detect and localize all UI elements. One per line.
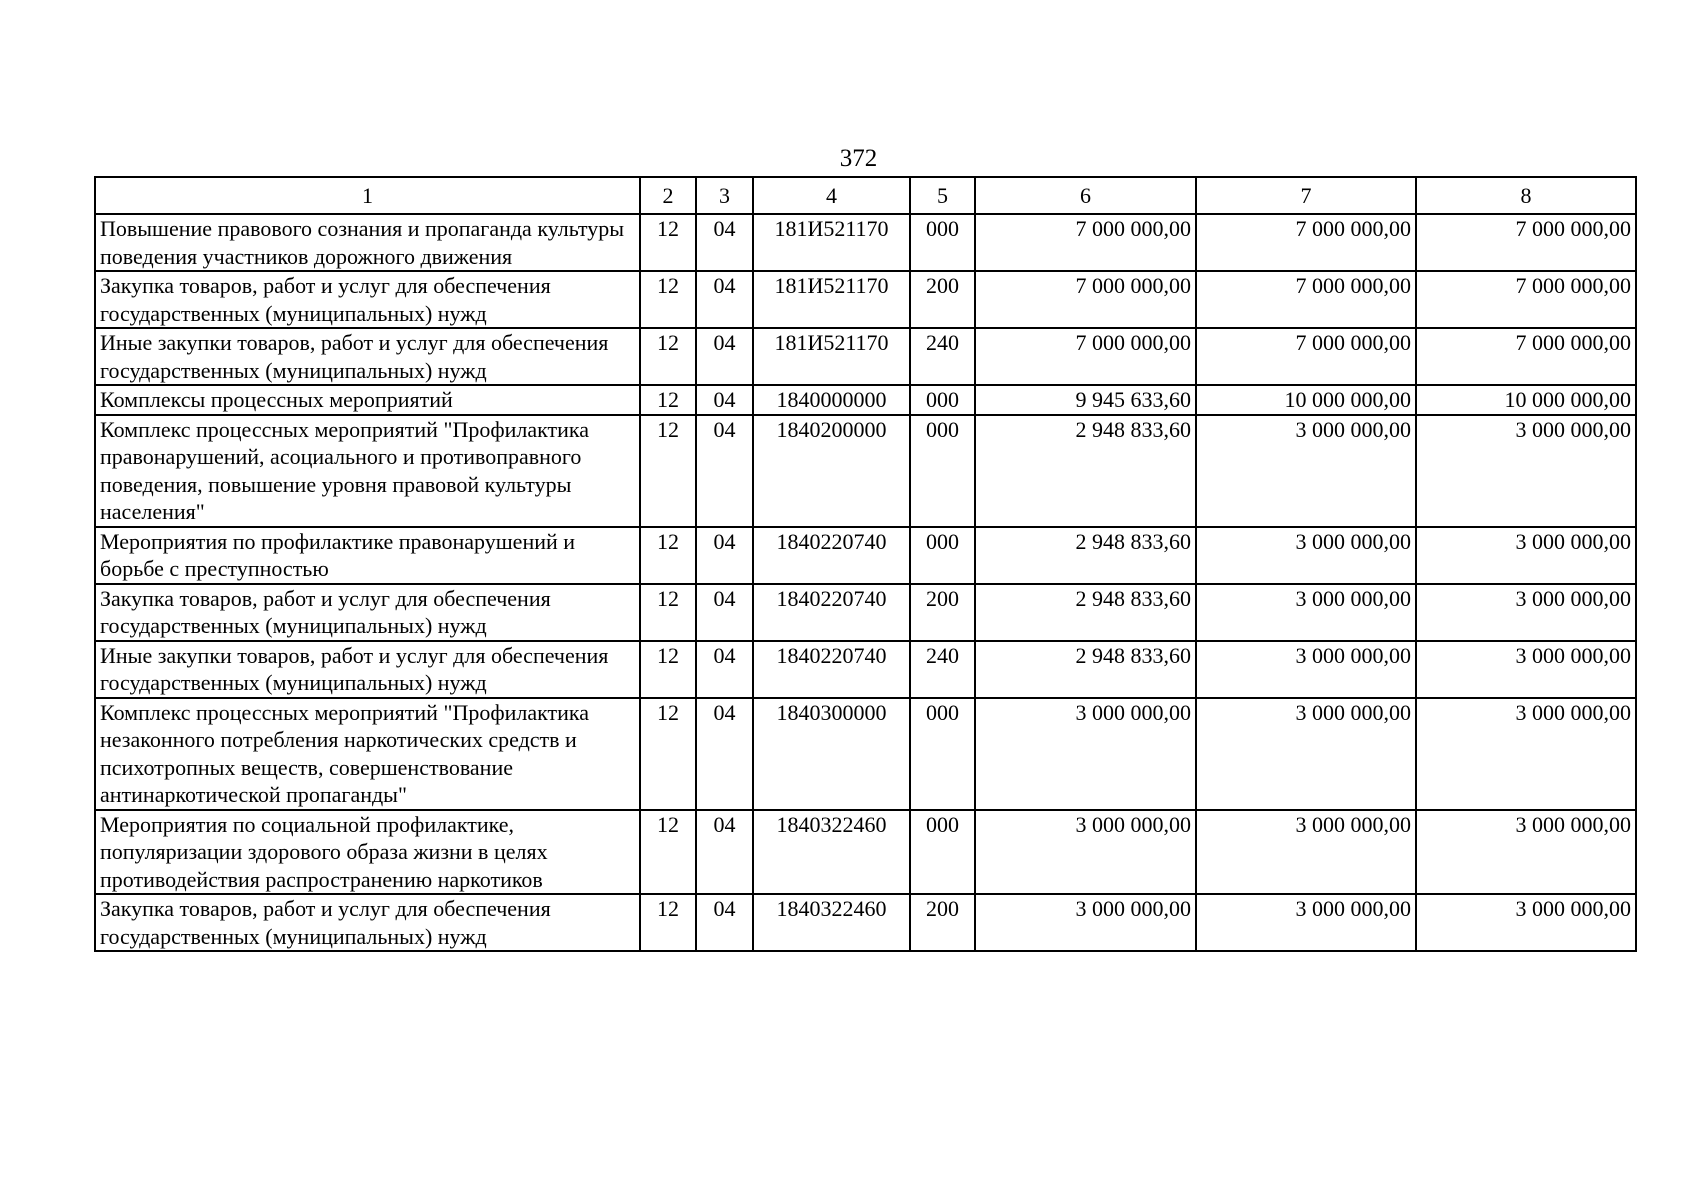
row-name: Иные закупки товаров, работ и услуг для обеспечения государственных (муниципальных) нужд xyxy=(95,328,640,385)
row-amount-col8: 3 000 000,00 xyxy=(1416,415,1636,527)
row-target-article: 1840220740 xyxy=(753,641,910,698)
row-amount-col7: 7 000 000,00 xyxy=(1196,271,1416,328)
table-row xyxy=(95,214,1636,271)
row-name: Закупка товаров, работ и услуг для обеспечения государственных (муниципальных) нужд xyxy=(95,271,640,328)
row-amount-col6: 7 000 000,00 xyxy=(975,328,1196,385)
row-subsection: 04 xyxy=(696,385,753,415)
row-amount-col6: 2 948 833,60 xyxy=(975,415,1196,527)
row-subsection: 04 xyxy=(696,698,753,810)
row-name: Комплексы процессных мероприятий xyxy=(95,385,640,415)
row-target-article: 1840220740 xyxy=(753,527,910,584)
row-name: Мероприятия по профилактике правонарушений и борьбе с преступностью xyxy=(95,527,640,584)
table-row xyxy=(95,527,1636,584)
row-amount-col7: 7 000 000,00 xyxy=(1196,214,1416,271)
row-amount-col8: 3 000 000,00 xyxy=(1416,894,1636,951)
row-expense-type: 000 xyxy=(910,415,975,527)
row-expense-type: 000 xyxy=(910,698,975,810)
row-section: 12 xyxy=(640,271,696,328)
row-amount-col8: 3 000 000,00 xyxy=(1416,584,1636,641)
row-amount-col6: 7 000 000,00 xyxy=(975,271,1196,328)
header-col-6: 6 xyxy=(975,177,1196,214)
row-amount-col6: 3 000 000,00 xyxy=(975,894,1196,951)
row-section: 12 xyxy=(640,214,696,271)
row-amount-col7: 7 000 000,00 xyxy=(1196,328,1416,385)
page-number: 372 xyxy=(839,145,878,172)
row-subsection: 04 xyxy=(696,271,753,328)
row-amount-col7: 3 000 000,00 xyxy=(1196,527,1416,584)
row-amount-col6: 3 000 000,00 xyxy=(975,810,1196,895)
row-target-article: 1840200000 xyxy=(753,415,910,527)
header-col-1: 1 xyxy=(95,177,640,214)
row-name: Комплекс процессных мероприятий "Профилактика правонарушений, асоциального и противоправного поведения, повышение уровня правовой культуры населения" xyxy=(95,415,640,527)
row-target-article: 1840322460 xyxy=(753,810,910,895)
row-section: 12 xyxy=(640,894,696,951)
row-amount-col6: 3 000 000,00 xyxy=(975,698,1196,810)
row-amount-col8: 7 000 000,00 xyxy=(1416,214,1636,271)
row-expense-type: 000 xyxy=(910,214,975,271)
row-amount-col8: 7 000 000,00 xyxy=(1416,328,1636,385)
table-row xyxy=(95,415,1636,527)
header-col-3: 3 xyxy=(696,177,753,214)
row-amount-col8: 3 000 000,00 xyxy=(1416,641,1636,698)
row-amount-col8: 3 000 000,00 xyxy=(1416,698,1636,810)
row-name: Закупка товаров, работ и услуг для обеспечения государственных (муниципальных) нужд xyxy=(95,894,640,951)
row-section: 12 xyxy=(640,415,696,527)
row-expense-type: 000 xyxy=(910,810,975,895)
row-subsection: 04 xyxy=(696,214,753,271)
table-row xyxy=(95,894,1636,951)
header-col-2: 2 xyxy=(640,177,696,214)
row-target-article: 181И521170 xyxy=(753,328,910,385)
row-amount-col7: 3 000 000,00 xyxy=(1196,698,1416,810)
table-row xyxy=(95,328,1636,385)
row-target-article: 1840000000 xyxy=(753,385,910,415)
row-name: Повышение правового сознания и пропаганда культуры поведения участников дорожного движения xyxy=(95,214,640,271)
row-expense-type: 000 xyxy=(910,527,975,584)
row-target-article: 1840300000 xyxy=(753,698,910,810)
row-subsection: 04 xyxy=(696,415,753,527)
row-name: Мероприятия по социальной профилактике, популяризации здорового образа жизни в целях противодействия распространению наркотиков xyxy=(95,810,640,895)
row-target-article: 181И521170 xyxy=(753,214,910,271)
table-row xyxy=(95,810,1636,895)
row-expense-type: 000 xyxy=(910,385,975,415)
row-section: 12 xyxy=(640,584,696,641)
row-amount-col7: 10 000 000,00 xyxy=(1196,385,1416,415)
row-amount-col6: 9 945 633,60 xyxy=(975,385,1196,415)
table-row xyxy=(95,584,1636,641)
budget-table xyxy=(94,176,1637,952)
header-row xyxy=(95,177,1636,214)
table-row xyxy=(95,698,1636,810)
row-section: 12 xyxy=(640,385,696,415)
row-section: 12 xyxy=(640,328,696,385)
row-amount-col7: 3 000 000,00 xyxy=(1196,584,1416,641)
row-amount-col7: 3 000 000,00 xyxy=(1196,415,1416,527)
row-amount-col8: 3 000 000,00 xyxy=(1416,810,1636,895)
row-name: Закупка товаров, работ и услуг для обеспечения государственных (муниципальных) нужд xyxy=(95,584,640,641)
row-amount-col6: 2 948 833,60 xyxy=(975,527,1196,584)
row-subsection: 04 xyxy=(696,328,753,385)
row-target-article: 1840322460 xyxy=(753,894,910,951)
row-section: 12 xyxy=(640,527,696,584)
row-amount-col7: 3 000 000,00 xyxy=(1196,810,1416,895)
row-section: 12 xyxy=(640,641,696,698)
row-amount-col7: 3 000 000,00 xyxy=(1196,894,1416,951)
row-amount-col6: 2 948 833,60 xyxy=(975,584,1196,641)
row-expense-type: 200 xyxy=(910,584,975,641)
table-row xyxy=(95,385,1636,415)
table-row xyxy=(95,641,1636,698)
row-subsection: 04 xyxy=(696,810,753,895)
row-amount-col6: 7 000 000,00 xyxy=(975,214,1196,271)
header-col-8: 8 xyxy=(1416,177,1636,214)
row-section: 12 xyxy=(640,810,696,895)
row-subsection: 04 xyxy=(696,584,753,641)
row-expense-type: 200 xyxy=(910,271,975,328)
table-row xyxy=(95,271,1636,328)
row-name: Иные закупки товаров, работ и услуг для обеспечения государственных (муниципальных) нужд xyxy=(95,641,640,698)
row-expense-type: 200 xyxy=(910,894,975,951)
row-amount-col8: 7 000 000,00 xyxy=(1416,271,1636,328)
row-expense-type: 240 xyxy=(910,328,975,385)
row-name: Комплекс процессных мероприятий "Профилактика незаконного потребления наркотических средств и психотропных веществ, совершенствование антинаркотической пропаганды" xyxy=(95,698,640,810)
row-subsection: 04 xyxy=(696,527,753,584)
row-target-article: 181И521170 xyxy=(753,271,910,328)
header-col-4: 4 xyxy=(753,177,910,214)
header-col-7: 7 xyxy=(1196,177,1416,214)
row-section: 12 xyxy=(640,698,696,810)
row-expense-type: 240 xyxy=(910,641,975,698)
row-subsection: 04 xyxy=(696,894,753,951)
row-amount-col6: 2 948 833,60 xyxy=(975,641,1196,698)
row-subsection: 04 xyxy=(696,641,753,698)
header-col-5: 5 xyxy=(910,177,975,214)
row-target-article: 1840220740 xyxy=(753,584,910,641)
row-amount-col8: 10 000 000,00 xyxy=(1416,385,1636,415)
row-amount-col7: 3 000 000,00 xyxy=(1196,641,1416,698)
row-amount-col8: 3 000 000,00 xyxy=(1416,527,1636,584)
